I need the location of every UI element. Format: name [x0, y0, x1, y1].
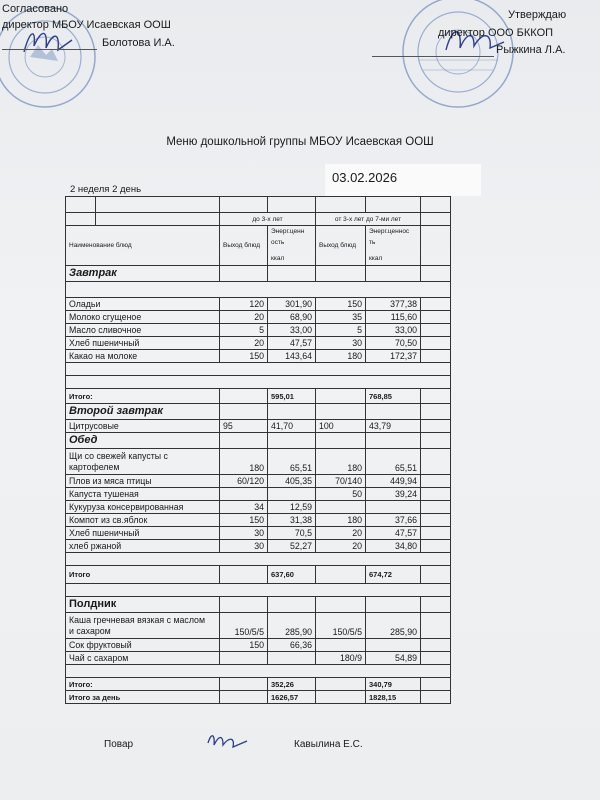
dish-output-1	[220, 488, 268, 501]
dish-name: Капуста тушеная	[66, 488, 220, 501]
dish-energy-2: 43,79	[366, 420, 421, 433]
col-energy-2: Энерг.ценнос ть ккал	[366, 226, 421, 266]
dish-energy-1: 12,59	[268, 501, 316, 514]
snack-total-en2: 340,79	[366, 678, 421, 691]
dish-name: Кукуруза консервированная	[66, 501, 220, 514]
dish-energy-1: 52,27	[268, 540, 316, 553]
dish-output-1: 60/120	[220, 475, 268, 488]
dish-name: Щи со свежей капусты с картофелем	[66, 449, 220, 475]
empty-cell	[421, 337, 451, 350]
dish-energy-2: 39,24	[366, 488, 421, 501]
dish-energy-1: 33,00	[268, 324, 316, 337]
dish-energy-1	[268, 652, 316, 665]
breakfast-row	[66, 324, 451, 337]
breakfast-total-en1: 595,01	[268, 389, 316, 404]
dish-energy-2: 285,90	[366, 613, 421, 639]
dish-output-2: 35	[316, 311, 366, 324]
empty-cell	[421, 449, 451, 475]
snack-row	[66, 639, 451, 652]
dish-energy-1: 143,64	[268, 350, 316, 363]
dish-output-2: 180/9	[316, 652, 366, 665]
dish-output-2: 180	[316, 350, 366, 363]
empty-cell	[421, 527, 451, 540]
breakfast-row	[66, 311, 451, 324]
snack-total-label: Итого:	[66, 678, 220, 691]
section-snack: Полдник	[66, 597, 220, 613]
dish-output-1: 180	[220, 449, 268, 475]
dish-energy-2: 47,57	[366, 527, 421, 540]
snack-row	[66, 613, 451, 639]
empty-cell	[421, 639, 451, 652]
day-total-en1: 1626,57	[268, 691, 316, 704]
dish-energy-2: 172,37	[366, 350, 421, 363]
dish-energy-2: 449,94	[366, 475, 421, 488]
dish-output-1: 5	[220, 324, 268, 337]
cook-role: Повар	[104, 739, 134, 750]
lunch-rows	[66, 449, 451, 553]
dish-output-1: 30	[220, 540, 268, 553]
empty-cell	[421, 540, 451, 553]
breakfast-row	[66, 350, 451, 363]
dish-name: Чай с сахаром	[66, 652, 220, 665]
dish-name: Сок фруктовый	[66, 639, 220, 652]
empty-cell	[421, 475, 451, 488]
dish-output-2: 20	[316, 527, 366, 540]
dish-name: Масло сливочное	[66, 324, 220, 337]
dish-energy-1: 65,51	[268, 449, 316, 475]
empty-cell	[421, 501, 451, 514]
dish-energy-1: 66,36	[268, 639, 316, 652]
breakfast-row	[66, 298, 451, 311]
age-group-2: от 3-х лет до 7-ми лет	[316, 213, 421, 226]
dish-energy-2	[366, 639, 421, 652]
dish-output-1: 20	[220, 337, 268, 350]
snack-row	[66, 652, 451, 665]
dish-energy-1: 70,5	[268, 527, 316, 540]
approval-left-line2: директор МБОУ Исаевская ООШ	[2, 19, 171, 31]
approval-right-line1: Утверждаю	[508, 9, 567, 21]
dish-output-2: 70/140	[316, 475, 366, 488]
dish-name: Оладьи	[66, 298, 220, 311]
second-breakfast-rows	[66, 420, 451, 433]
dish-output-1: 150	[220, 639, 268, 652]
dish-energy-2: 377,38	[366, 298, 421, 311]
empty-cell	[421, 311, 451, 324]
dish-energy-1: 47,57	[268, 337, 316, 350]
dish-energy-2	[366, 501, 421, 514]
empty-cell	[421, 350, 451, 363]
age-group-1: до 3-х лет	[220, 213, 316, 226]
dish-output-2: 100	[316, 420, 366, 433]
dish-energy-1: 41,70	[268, 420, 316, 433]
col-dish-name: Наименование блюд	[66, 226, 220, 266]
col-energy-1: Энерг.ценн ость ккал	[268, 226, 316, 266]
cook-name: Кавылина Е.С.	[294, 739, 363, 750]
breakfast-rows	[66, 298, 451, 363]
empty-cell	[421, 613, 451, 639]
lunch-row	[66, 501, 451, 514]
lunch-total-label: Итого	[66, 566, 220, 584]
dish-energy-1: 31,38	[268, 514, 316, 527]
section-second-breakfast: Второй завтрак	[66, 404, 220, 420]
dish-energy-2: 115,60	[366, 311, 421, 324]
day-total-label: Итого за день	[66, 691, 220, 704]
dish-output-1	[220, 652, 268, 665]
col-output-1: Выход блюд	[220, 226, 268, 266]
dish-name: Плов из мяса птицы	[66, 475, 220, 488]
menu-table	[65, 196, 451, 704]
empty-cell	[421, 420, 451, 433]
lunch-total-en2: 674,72	[366, 566, 421, 584]
approval-right-line2: директор ООО БККОП	[438, 27, 554, 39]
breakfast-row	[66, 337, 451, 350]
lunch-row	[66, 449, 451, 475]
dish-energy-1	[268, 488, 316, 501]
dish-name: Хлеб пшеничный	[66, 337, 220, 350]
dish-name: Цитрусовые	[66, 420, 220, 433]
snack-total-en1: 352,26	[268, 678, 316, 691]
dish-output-2	[316, 501, 366, 514]
approval-left-name: Болотова И.А.	[102, 37, 175, 49]
dish-output-1: 120	[220, 298, 268, 311]
dish-output-2: 50	[316, 488, 366, 501]
approval-left-line1: Согласовано	[2, 3, 69, 15]
empty-cell	[421, 488, 451, 501]
day-total-en2: 1828,15	[366, 691, 421, 704]
empty-cell	[421, 514, 451, 527]
dish-energy-2: 33,00	[366, 324, 421, 337]
dish-energy-2: 70,50	[366, 337, 421, 350]
dish-name: хлеб ржаной	[66, 540, 220, 553]
lunch-row	[66, 514, 451, 527]
lunch-row	[66, 475, 451, 488]
menu-date: 03.02.2026	[332, 170, 398, 185]
dish-output-2: 20	[316, 540, 366, 553]
dish-output-1: 150	[220, 514, 268, 527]
dish-output-1: 150/5/5	[220, 613, 268, 639]
dish-energy-2: 65,51	[366, 449, 421, 475]
dish-output-2: 150/5/5	[316, 613, 366, 639]
dish-output-1: 34	[220, 501, 268, 514]
dish-name: Хлеб пшеничный	[66, 527, 220, 540]
cook-signature	[205, 729, 250, 753]
dish-output-2: 180	[316, 449, 366, 475]
col-output-2: Выход блюд	[316, 226, 366, 266]
snack-rows	[66, 613, 451, 665]
dish-output-1: 95	[220, 420, 268, 433]
dish-energy-1: 285,90	[268, 613, 316, 639]
dish-output-2: 30	[316, 337, 366, 350]
week-day-label: 2 неделя 2 день	[70, 184, 142, 195]
dish-output-2: 5	[316, 324, 366, 337]
dish-output-2	[316, 639, 366, 652]
menu-title: Меню дошкольной группы МБОУ Исаевская ООШ	[166, 136, 434, 148]
dish-output-2: 180	[316, 514, 366, 527]
lunch-row	[66, 488, 451, 501]
dish-output-1: 30	[220, 527, 268, 540]
empty-cell	[421, 298, 451, 311]
dish-name: Какао на молоке	[66, 350, 220, 363]
breakfast-total-en2: 768,85	[366, 389, 421, 404]
dish-name: Компот из св.яблок	[66, 514, 220, 527]
lunch-row	[66, 527, 451, 540]
approval-right-underline	[372, 56, 494, 57]
empty-cell	[421, 652, 451, 665]
dish-energy-2: 34,80	[366, 540, 421, 553]
section-lunch: Обед	[66, 433, 220, 449]
approval-right-name: Рыжкина Л.А.	[496, 44, 566, 56]
empty-cell	[421, 324, 451, 337]
breakfast-total-label: Итого:	[66, 389, 220, 404]
dish-energy-1: 68,90	[268, 311, 316, 324]
dish-energy-2: 37,66	[366, 514, 421, 527]
dish-energy-1: 405,35	[268, 475, 316, 488]
dish-energy-1: 301,90	[268, 298, 316, 311]
dish-name: Молоко сгущеное	[66, 311, 220, 324]
second-breakfast-row	[66, 420, 451, 433]
dish-output-1: 20	[220, 311, 268, 324]
section-breakfast: Завтрак	[66, 266, 220, 282]
approval-left-underline	[2, 49, 97, 50]
dish-output-2: 150	[316, 298, 366, 311]
dish-name: Каша гречневая вязкая с маслом и сахаром	[66, 613, 220, 639]
dish-output-1: 150	[220, 350, 268, 363]
lunch-total-en1: 637,60	[268, 566, 316, 584]
dish-energy-2: 54,89	[366, 652, 421, 665]
lunch-row	[66, 540, 451, 553]
